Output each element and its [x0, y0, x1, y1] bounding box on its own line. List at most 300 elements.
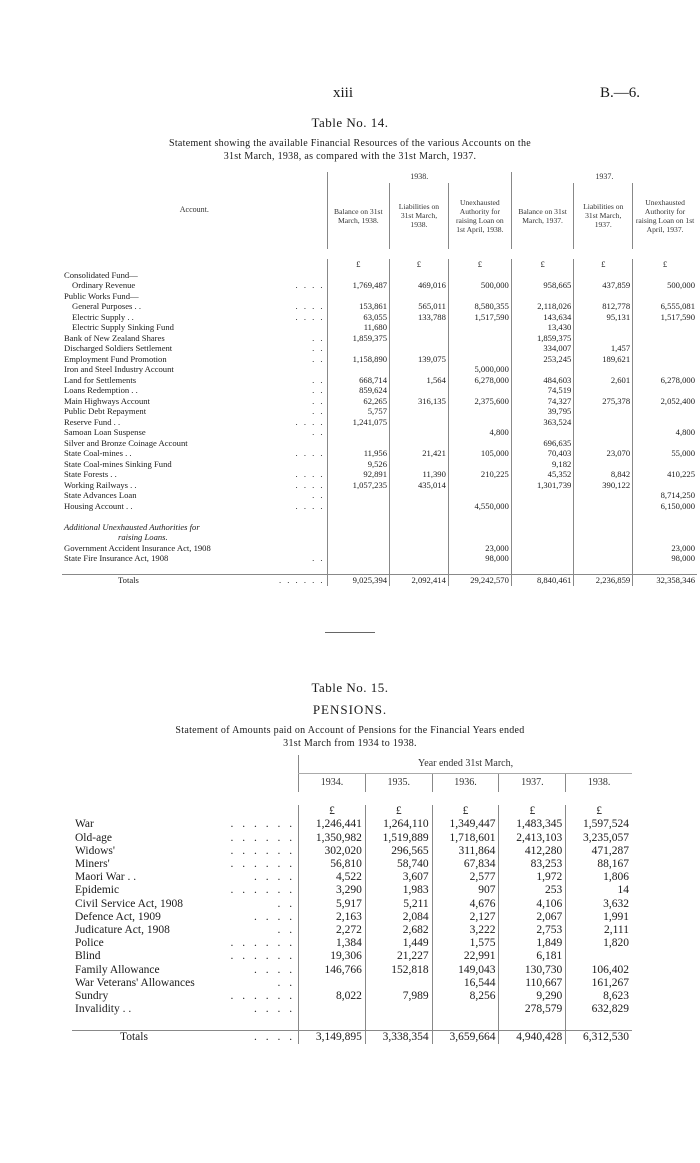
table-row	[62, 543, 697, 554]
table-row	[72, 871, 632, 884]
row-label: Public Works Fund—	[64, 290, 139, 301]
table-cell: 2,601	[574, 375, 633, 386]
totals-row	[72, 1030, 632, 1044]
row-label: Main Highways Account	[64, 395, 150, 406]
table-cell	[390, 291, 449, 302]
table-cell: 668,714	[327, 375, 389, 386]
table-cell: 8,714,250	[633, 490, 697, 501]
table-cell: 9,290	[499, 990, 566, 1003]
table-cell	[327, 438, 389, 449]
table-cell: 1,991	[566, 911, 632, 924]
leader-dots	[277, 438, 327, 449]
table-cell	[448, 417, 511, 428]
row-label: Bank of New Zealand Shares	[64, 332, 165, 343]
leader-dots	[277, 364, 327, 375]
table-cell	[390, 322, 449, 333]
table-cell	[574, 553, 633, 564]
table-cell	[633, 459, 697, 470]
table-cell: 1,718,601	[432, 832, 499, 845]
table-cell: 1,983	[365, 884, 432, 897]
table-cell: 9,182	[511, 459, 573, 470]
table-cell: 7,989	[365, 990, 432, 1003]
table-cell: 565,011	[390, 301, 449, 312]
table-cell: 19,306	[299, 950, 366, 963]
currency-symbol: £	[499, 805, 566, 818]
table-cell: 110,667	[499, 977, 566, 990]
table-cell	[390, 385, 449, 396]
table-cell: 1,849	[499, 937, 566, 950]
table-cell: 2,084	[365, 911, 432, 924]
table-cell: 1,564	[390, 375, 449, 386]
table-cell: 437,859	[574, 280, 633, 291]
table-cell: 105,000	[448, 448, 511, 459]
leader-dots: . .	[312, 374, 325, 385]
table-cell	[448, 322, 511, 333]
table-cell: 907	[432, 884, 499, 897]
currency-symbol: £	[299, 805, 366, 818]
page-number: xiii	[333, 85, 354, 101]
table-cell: 11,956	[327, 448, 389, 459]
table-cell: 1,349,447	[432, 818, 499, 831]
table-cell: 1,517,590	[633, 312, 697, 323]
leader-dots: . . . . . .	[230, 884, 296, 897]
col-header-liabilities-1937: Liabilities on 31st March, 1937.	[574, 183, 633, 249]
table-row	[62, 501, 697, 512]
table-cell	[574, 438, 633, 449]
table-cell	[365, 977, 432, 990]
table-cell	[390, 490, 449, 501]
table-cell: 3,222	[432, 924, 499, 937]
row-label: Widows'	[75, 844, 115, 857]
table-cell: 390,122	[574, 480, 633, 491]
table-cell: 2,052,400	[633, 396, 697, 407]
row-label: State Coal-mines Sinking Fund	[64, 458, 172, 469]
table-cell: 632,829	[566, 1003, 632, 1016]
table-cell: 1,384	[299, 937, 366, 950]
row-label: Iron and Steel Industry Account	[64, 364, 174, 374]
table-cell: 88,167	[566, 858, 632, 871]
table-cell: 2,753	[499, 924, 566, 937]
table-cell	[511, 543, 573, 554]
leader-dots: . .	[277, 897, 296, 910]
table-row	[62, 385, 697, 396]
table-cell	[448, 490, 511, 501]
leader-dots: . .	[312, 406, 325, 416]
leader-dots: . . . . . .	[230, 990, 296, 1003]
table-cell: 143,634	[511, 312, 573, 323]
table-cell	[511, 427, 573, 438]
table-row	[72, 1003, 632, 1016]
table-cell	[448, 343, 511, 354]
table-cell	[448, 480, 511, 491]
table-cell	[390, 406, 449, 417]
table-cell: 500,000	[448, 280, 511, 291]
table-cell: 302,020	[299, 845, 366, 858]
table-cell: 1,057,235	[327, 480, 389, 491]
table-row	[62, 553, 697, 564]
table-cell: 1,820	[566, 937, 632, 950]
table-cell: 3,290	[299, 884, 366, 897]
table-cell: 67,834	[432, 858, 499, 871]
table-cell: 161,267	[566, 977, 632, 990]
leader-dots: . . . . . .	[230, 844, 296, 857]
table-cell	[511, 364, 573, 375]
table-cell: 1,301,739	[511, 480, 573, 491]
table-cell: 1,457	[574, 343, 633, 354]
row-label: Totals	[62, 575, 277, 586]
table-cell: 2,375,600	[448, 396, 511, 407]
table-cell: 1,769,487	[327, 280, 389, 291]
table-row	[62, 354, 697, 365]
table-cell: 210,225	[448, 469, 511, 480]
table-cell: 2,236,859	[574, 575, 633, 586]
table-cell: 152,818	[365, 964, 432, 977]
table-cell: 4,940,428	[499, 1030, 566, 1044]
table-cell	[327, 427, 389, 438]
table-cell	[633, 291, 697, 302]
table-cell	[448, 270, 511, 281]
row-label: Silver and Bronze Coinage Account	[64, 437, 188, 448]
table-row	[72, 845, 632, 858]
table-cell	[574, 543, 633, 554]
table-cell: 2,118,026	[511, 301, 573, 312]
year-header-1935: 1935.	[365, 774, 432, 793]
row-label: Loans Redemption . .	[64, 385, 138, 395]
table-cell	[511, 501, 573, 512]
table-cell: 74,519	[511, 385, 573, 396]
table-cell: 98,000	[448, 553, 511, 564]
table-cell: 58,740	[365, 858, 432, 871]
currency-symbol: £	[432, 805, 499, 818]
table-cell	[574, 385, 633, 396]
table-row	[72, 898, 632, 911]
leader-dots: . . . .	[228, 1030, 299, 1044]
leader-dots: . .	[312, 553, 325, 563]
table-cell	[633, 406, 697, 417]
table-cell: 92,891	[327, 469, 389, 480]
table-cell: 812,778	[574, 301, 633, 312]
table-row	[62, 364, 697, 375]
table-cell: 130,730	[499, 964, 566, 977]
table-cell: 253	[499, 884, 566, 897]
year-ended-header: Year ended 31st March,	[299, 755, 632, 774]
table-cell: 253,245	[511, 354, 573, 365]
table-cell	[574, 291, 633, 302]
table-cell: 4,106	[499, 898, 566, 911]
table14	[62, 172, 697, 586]
table-cell	[390, 364, 449, 375]
table-cell: 189,621	[574, 354, 633, 365]
row-label: State Forests . .	[64, 469, 117, 479]
table-row	[72, 950, 632, 963]
leader-dots: . .	[312, 427, 325, 437]
table-row	[62, 417, 697, 428]
table-cell: 29,242,570	[448, 575, 511, 586]
table-row	[72, 884, 632, 897]
table-row	[62, 459, 697, 470]
table-cell	[574, 459, 633, 470]
table-cell: 4,800	[448, 427, 511, 438]
table-row	[62, 438, 697, 449]
row-label: Civil Service Act, 1908	[75, 897, 183, 910]
table-cell	[390, 343, 449, 354]
currency-row	[62, 259, 697, 270]
leader-dots: . . . . . .	[230, 937, 296, 950]
table-cell: 149,043	[432, 964, 499, 977]
table-cell	[365, 1003, 432, 1016]
table-cell: 4,800	[633, 427, 697, 438]
table-cell: 6,181	[499, 950, 566, 963]
table-cell: 11,680	[327, 322, 389, 333]
table-cell: 275,378	[574, 396, 633, 407]
row-label: State Advances Loan	[64, 490, 137, 500]
table-cell: 13,430	[511, 322, 573, 333]
table-cell: 2,163	[299, 911, 366, 924]
table-cell	[327, 543, 389, 554]
row-label: Ordinary Revenue	[72, 280, 136, 290]
table-cell: 83,253	[499, 858, 566, 871]
table-row	[62, 490, 697, 501]
table-cell: 2,092,414	[390, 575, 449, 586]
table-cell: 278,579	[499, 1003, 566, 1016]
table-cell	[574, 490, 633, 501]
row-label: State Fire Insurance Act, 1908	[64, 553, 169, 563]
table15	[72, 755, 632, 1044]
leader-dots: . . . .	[254, 1003, 296, 1016]
table-cell: 1,350,982	[299, 832, 366, 845]
table-cell: 3,235,057	[566, 832, 632, 845]
table-cell	[633, 385, 697, 396]
table-cell: 469,016	[390, 280, 449, 291]
table14-caption-line2: 31st March, 1938, as compared with the 31st March, 1937.	[223, 151, 477, 162]
table-cell: 5,757	[327, 406, 389, 417]
table-row	[62, 396, 697, 407]
table-cell: 296,565	[365, 845, 432, 858]
table-cell	[574, 364, 633, 375]
table-cell: 2,577	[432, 871, 499, 884]
table-cell	[574, 322, 633, 333]
leader-dots: . . . .	[254, 963, 296, 976]
leader-dots: . .	[312, 353, 325, 364]
year-1938-header: 1938.	[327, 172, 511, 183]
table-cell: 1,241,075	[327, 417, 389, 428]
table-cell: 8,256	[432, 990, 499, 1003]
document-reference: B.—6.	[600, 85, 641, 101]
table-cell: 5,000,000	[448, 364, 511, 375]
table-cell: 23,000	[448, 543, 511, 554]
row-label: Electric Supply Sinking Fund	[72, 322, 174, 332]
col-header-unexhausted-1938: Unexhausted Authority for raising Loan on 1st April, 1938.	[448, 183, 511, 249]
table-cell: 133,788	[390, 312, 449, 323]
col-header-unexhausted-1937: Unexhausted Authority for raising Loan on 1st April, 1937.	[633, 183, 697, 249]
leader-dots: . .	[312, 343, 325, 353]
table-cell: 23,000	[633, 543, 697, 554]
table-cell: 4,522	[299, 871, 366, 884]
table-cell	[633, 333, 697, 344]
table15-title: Table No. 15.	[311, 680, 389, 695]
table-cell: 21,421	[390, 448, 449, 459]
table-cell: 32,358,346	[633, 575, 697, 586]
row-label: Defence Act, 1909	[75, 910, 161, 923]
leader-dots	[277, 543, 327, 554]
table-cell: 1,519,889	[365, 832, 432, 845]
row-label: Working Railways . .	[64, 479, 137, 490]
table-cell	[566, 950, 632, 963]
table-cell	[633, 354, 697, 365]
table-row	[72, 818, 632, 831]
table-cell	[390, 543, 449, 554]
table-cell: 2,682	[365, 924, 432, 937]
table-row	[62, 322, 697, 333]
year-1937-header: 1937.	[511, 172, 697, 183]
table-cell	[448, 333, 511, 344]
table-cell: 45,352	[511, 469, 573, 480]
row-label: Judicature Act, 1908	[75, 924, 170, 937]
table-cell	[574, 417, 633, 428]
currency-symbol: £	[448, 259, 511, 270]
table-cell: 1,264,110	[365, 818, 432, 831]
row-label: Reserve Fund . .	[64, 416, 121, 427]
table-cell: 316,135	[390, 396, 449, 407]
leader-dots: . . . .	[254, 871, 296, 884]
table-cell	[511, 270, 573, 281]
table-cell: 16,544	[432, 977, 499, 990]
row-label: State Coal-mines . .	[64, 448, 132, 458]
row-label: Consolidated Fund—	[64, 269, 138, 280]
leader-dots	[277, 459, 327, 470]
currency-symbol: £	[633, 259, 697, 270]
table-row	[72, 832, 632, 845]
table-cell: 3,659,664	[432, 1030, 499, 1044]
table-cell: 39,795	[511, 406, 573, 417]
row-label: Miners'	[75, 858, 110, 870]
table-cell	[574, 270, 633, 281]
table-cell: 6,312,530	[566, 1030, 632, 1044]
currency-symbol: £	[574, 259, 633, 270]
leader-dots: . . . .	[295, 311, 325, 322]
table-cell: 139,075	[390, 354, 449, 365]
table-cell	[327, 343, 389, 354]
table-cell	[511, 490, 573, 501]
table-cell: 5,917	[299, 898, 366, 911]
table-cell	[633, 322, 697, 333]
table-cell: 153,861	[327, 301, 389, 312]
row-label: Discharged Soldiers Settlement	[64, 343, 173, 353]
table-cell: 1,859,375	[511, 333, 573, 344]
table-row	[62, 343, 697, 354]
table-cell: 6,150,000	[633, 501, 697, 512]
table-cell: 2,413,103	[499, 832, 566, 845]
table-cell: 958,665	[511, 280, 573, 291]
additional-authorities-heading: Additional Unexhausted Authorities for	[64, 521, 200, 532]
currency-symbol: £	[511, 259, 573, 270]
table-cell	[327, 364, 389, 375]
leader-dots: . . . .	[295, 469, 325, 479]
table-row	[72, 977, 632, 990]
table-cell: 696,635	[511, 438, 573, 449]
table-row	[72, 924, 632, 937]
table-row	[62, 427, 697, 438]
table-cell: 412,280	[499, 845, 566, 858]
leader-dots: . . . .	[295, 479, 325, 490]
leader-dots: . . . . . .	[230, 831, 296, 844]
table-cell	[390, 270, 449, 281]
table-cell: 1,158,890	[327, 354, 389, 365]
table-cell: 95,131	[574, 312, 633, 323]
table-cell: 435,014	[390, 480, 449, 491]
table-cell: 4,550,000	[448, 501, 511, 512]
row-label: Old-age	[75, 831, 113, 844]
table-cell: 22,991	[432, 950, 499, 963]
table14-caption-line1: Statement showing the available Financial Resources of the various Accounts on the	[168, 138, 532, 149]
table-cell: 8,623	[566, 990, 632, 1003]
table-cell: 9,526	[327, 459, 389, 470]
table-cell: 21,227	[365, 950, 432, 963]
table-cell: 14	[566, 884, 632, 897]
leader-dots: . . . . . .	[230, 950, 296, 963]
table-cell	[299, 977, 366, 990]
table-cell: 2,111	[566, 924, 632, 937]
row-label: Public Debt Repayment	[64, 406, 147, 416]
table-cell: 2,067	[499, 911, 566, 924]
table-cell: 146,766	[299, 964, 366, 977]
leader-dots: . . . .	[295, 448, 325, 458]
row-label: Employment Fund Promotion	[64, 353, 167, 364]
leader-dots	[277, 322, 327, 333]
leader-dots	[277, 270, 327, 281]
row-label: Epidemic	[75, 884, 120, 897]
currency-symbol: £	[390, 259, 449, 270]
table-cell	[299, 1003, 366, 1016]
table-cell	[448, 438, 511, 449]
table-cell	[633, 343, 697, 354]
table-cell	[327, 270, 389, 281]
table-cell	[390, 438, 449, 449]
table-cell: 471,287	[566, 845, 632, 858]
table-cell	[574, 427, 633, 438]
table-row	[72, 858, 632, 871]
table-cell: 334,007	[511, 343, 573, 354]
leader-dots: . .	[277, 976, 296, 989]
table-cell	[432, 1003, 499, 1016]
leader-dots: . .	[312, 332, 325, 343]
table-cell	[633, 417, 697, 428]
year-header-1937: 1937.	[499, 774, 566, 793]
table-cell: 3,338,354	[365, 1030, 432, 1044]
row-label: Sundry	[75, 990, 109, 1003]
table-cell: 1,483,345	[499, 818, 566, 831]
leader-dots: . . . .	[295, 500, 325, 511]
table-cell: 484,603	[511, 375, 573, 386]
table-row	[62, 333, 697, 344]
row-label: Police	[75, 937, 104, 950]
table-cell: 98,000	[633, 553, 697, 564]
table-cell: 8,580,355	[448, 301, 511, 312]
table-cell	[511, 553, 573, 564]
table15-caption-line1: Statement of Amounts paid on Account of Pensions for the Financial Years ended	[175, 725, 525, 736]
table-row	[72, 964, 632, 977]
leader-dots: . . . . . .	[230, 818, 296, 831]
table-cell: 3,607	[365, 871, 432, 884]
row-label: Electric Supply . .	[72, 311, 134, 322]
table-cell	[390, 501, 449, 512]
year-header-1936: 1936.	[432, 774, 499, 793]
row-label: Housing Account . .	[64, 500, 133, 511]
table-row	[62, 448, 697, 459]
table-cell	[448, 459, 511, 470]
table-cell	[390, 417, 449, 428]
table-cell: 1,246,441	[299, 818, 366, 831]
